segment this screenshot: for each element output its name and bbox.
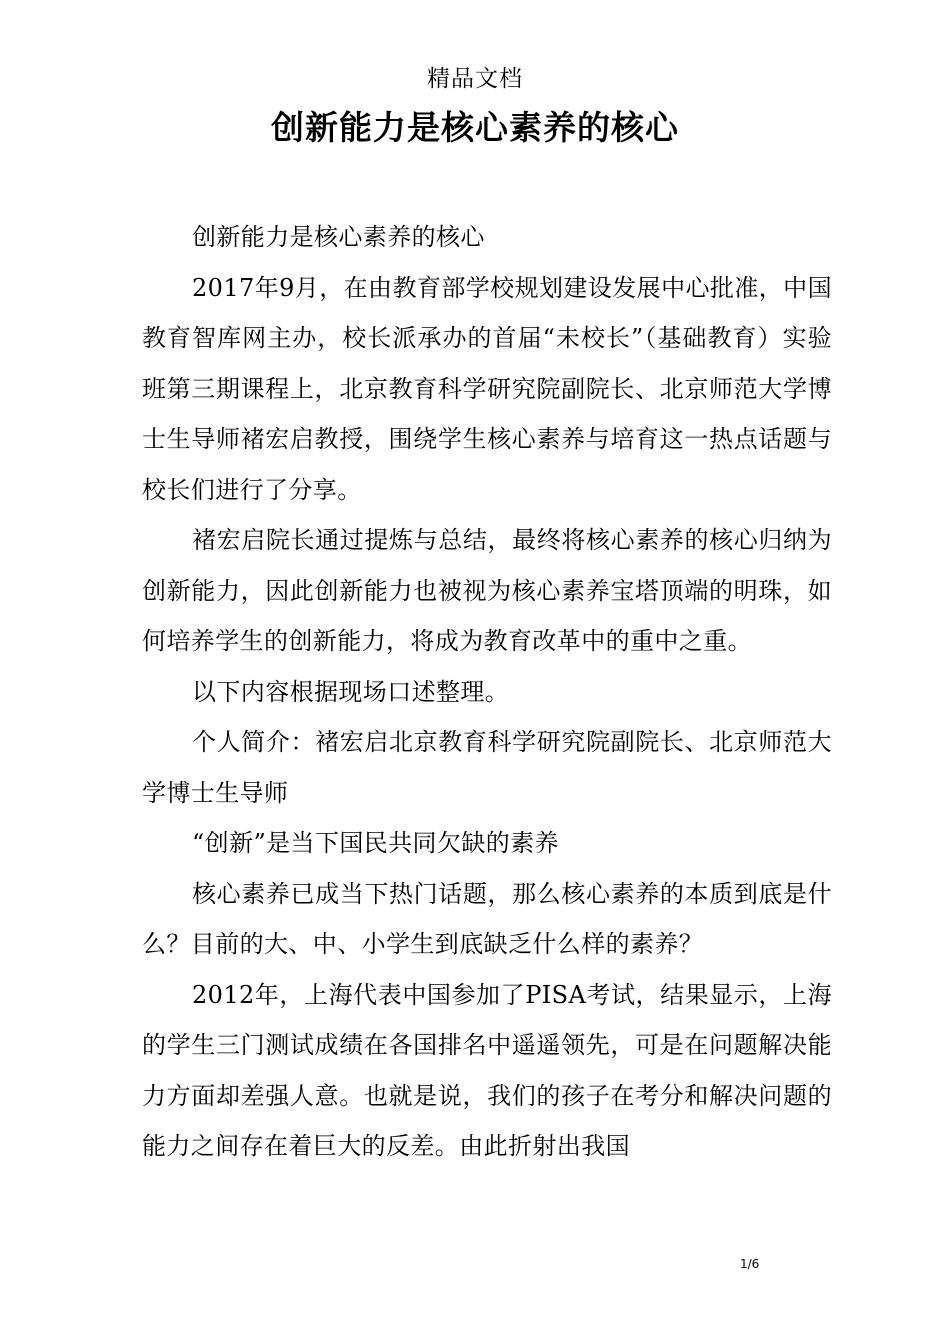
document-title: 创新能力是核心素养的核心 (271, 108, 679, 147)
section-heading: “创新”是当下国民共同欠缺的素养 (192, 829, 559, 857)
paragraph: 2017年9月，在由教育部学校规划建设发展中心批准，中国教育智库网主办，校长派承办的首届“未校长”（基础教育）实验班第三期课程上，北京教育科学研究院副院长、北京师范大学博士生导师褚宏启教授，围绕学生核心素养与培育这一热点话题与校长们进行了分享。 (142, 273, 832, 504)
header-mark: 精品文档 (427, 66, 523, 92)
paragraph: 创新能力是核心素养的核心 (192, 223, 485, 251)
paragraph: 2012年，上海代表中国参加了PISA考试，结果显示，上海的学生三门测试成绩在各国排名中遥遥领先，可是在问题解决能力方面却差强人意。也就是说，我们的孩子在考分和解决问题的能力之间存在着巨大的反差。由此折射出我国 (142, 980, 832, 1160)
page-number: 1/6 (740, 1257, 760, 1271)
paragraph: 褚宏启院长通过提炼与总结，最终将核心素养的核心归纳为创新能力，因此创新能力也被视为核心素养宝塔顶端的明珠，如何培养学生的创新能力，将成为教育改革中的重中之重。 (142, 526, 832, 655)
paragraph: 核心素养已成当下热门话题，那么核心素养的本质到底是什么？目前的大、中、小学生到底缺乏什么样的素养？ (142, 879, 832, 958)
document-body (142, 212, 832, 1172)
paragraph: 以下内容根据现场口述整理。 (192, 677, 510, 706)
paragraph: 个人简介：褚宏启北京教育科学研究院副院长、北京师范大学博士生导师 (142, 728, 832, 807)
